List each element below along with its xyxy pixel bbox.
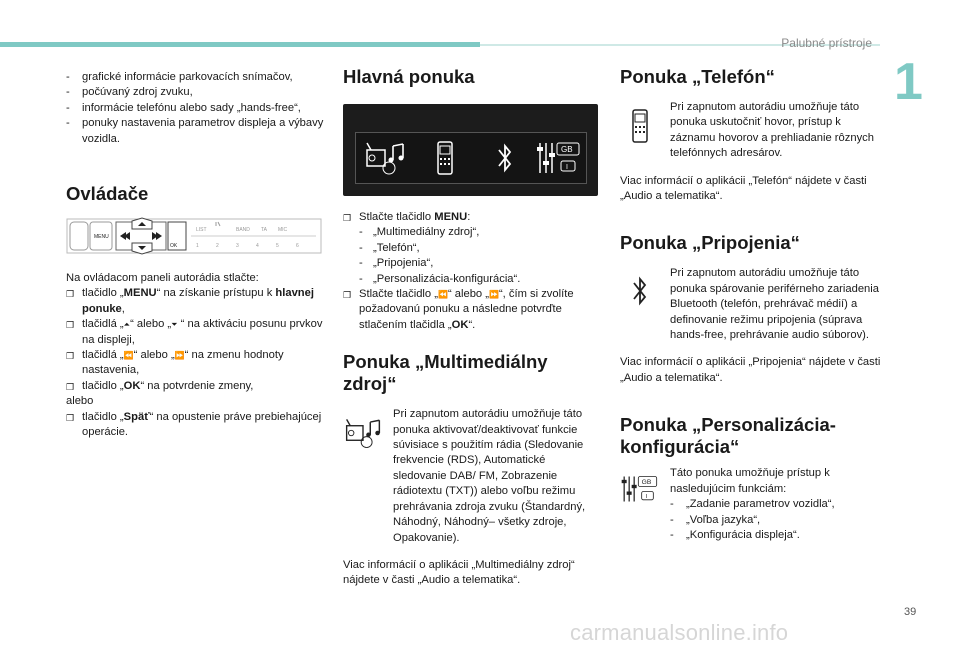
panel-label-ta: TA [261, 227, 268, 234]
main-menu-screen-illustration [343, 104, 598, 196]
menu-icon-strip [355, 132, 587, 184]
column-1 [66, 70, 326, 441]
intro-list [66, 70, 326, 147]
arrow-up-icon: ⏶ [123, 320, 131, 330]
list-item: - ponuky nastavenia parametrov displeja a výbavy vozidla. [66, 116, 326, 147]
connections-description: Pri zapnutom autorádiu umožňuje táto ponuka spárovanie periférneho zariadenia Bluetooth (telefón, prehrávač médií) a definovanie režimu pripojenia (súprava hands-free, prehrávanie audio súborov). [670, 267, 879, 342]
panel-label-2: 2 [216, 243, 219, 250]
arrow-down-icon: ⏷ [171, 320, 178, 330]
panel-label-5: 5 [276, 243, 279, 250]
list-item: - grafické informácie parkovacích snímačov, [66, 70, 326, 85]
multimedia-description: Pri zapnutom autorádiu umožňuje táto ponuka aktivovať/deaktivovať funkcie súvisiace s použitím rádia (Sledovanie frekvencie (RDS), Automatické sledovanie DAB/ FM, Zobrazenie rádiotextu (TXT)) alebo voľbu režimu prehrávania zdroja zvuku (Štandardný, Náhodný, Náhodný– všetky zdroje, Opakovanie). [393, 408, 586, 544]
text: “ alebo „ [133, 349, 175, 362]
main-menu-items [343, 225, 601, 287]
main-menu-heading: Hlavná ponuka [343, 66, 475, 87]
settings-sliders-icon [620, 466, 660, 543]
text: tlačidlo „ [82, 379, 124, 392]
bullet-up-down [66, 317, 326, 348]
multimedia-icon [360, 139, 410, 177]
panel-label-1: 1 [196, 243, 199, 250]
bullet-back [66, 410, 326, 441]
text: : [467, 211, 471, 223]
text: , [121, 302, 125, 315]
connections-more-info: Viac informácií o aplikácii „Pripojenia“ nájdete v časti „Audio a telematika“. [620, 356, 881, 384]
fast-forward-icon: ⏩ [174, 351, 185, 361]
bullet-menu [66, 286, 326, 317]
list-item: - počúvaný zdroj zvuku, [66, 85, 326, 100]
column-2 [343, 66, 601, 589]
section-title: Palubné prístroje [781, 36, 872, 50]
controls-heading: Ovládače [66, 183, 149, 205]
list-item: - „Multimediálny zdroj“, [343, 225, 601, 240]
list-item: - „Zadanie parametrov vozidla“, [670, 497, 882, 512]
multimedia-heading: Ponuka „Multimediálny zdroj“ [343, 351, 548, 395]
panel-label-mic: MIC [278, 227, 288, 234]
personalisation-lead: Táto ponuka umožňuje prístup k nasledujúcim funkciám: [670, 467, 830, 495]
panel-label-menu: MENU [94, 234, 109, 241]
list-item: - „Konfigurácia displeja“. [670, 528, 882, 543]
list-item: - „Personalizácia-konfigurácia“. [343, 272, 601, 287]
bluetooth-icon [480, 139, 530, 177]
text: “ na aktiváciu posunu prvkov na displeji, [82, 318, 323, 346]
panel-label-6: 6 [296, 243, 299, 250]
list-item: - „Voľba jazyka“, [670, 513, 882, 528]
text: “ na získanie prístupu k [156, 287, 276, 300]
phone-icon [420, 139, 470, 177]
multimedia-block [343, 407, 601, 546]
telephone-more-info: Viac informácií o aplikácii „Telefón“ nájdete v časti „Audio a telematika“. [620, 174, 867, 203]
panel-label-list: LIST [196, 227, 207, 234]
ok-key: OK [451, 318, 469, 331]
panel-label-3: 3 [236, 243, 239, 250]
rewind-icon: ⏪ [437, 290, 448, 300]
ok-key: OK [123, 379, 141, 392]
text: “. [468, 318, 476, 331]
personalisation-block [620, 466, 882, 543]
telephone-description: Pri zapnutom autorádiu umožňuje táto ponuka uskutočniť hovor, prístup k záznamu hovorov a prehliadanie rôznych telefónnych adresárov. [670, 101, 874, 160]
page-number: 39 [904, 606, 917, 618]
or-text: alebo [66, 395, 94, 408]
text: “ alebo „ [130, 318, 172, 331]
connections-heading: Ponuka „Pripojenia“ [620, 232, 800, 254]
panel-label-ok: OK [170, 243, 178, 250]
menu-info-label: I [566, 164, 568, 171]
info-label: I [645, 494, 648, 501]
fast-forward-icon: ⏩ [488, 290, 499, 300]
main-menu-term: hlavnej ponuke [82, 287, 314, 315]
control-panel-drawing [66, 217, 322, 255]
text: tlačidlá „ [82, 349, 124, 362]
list-item: - informácie telefónu alebo sady „hands-free“, [66, 101, 326, 116]
text: “ alebo „ [447, 288, 489, 301]
menu-key: MENU [434, 211, 468, 223]
text: Stlačte tlačidlo [359, 211, 435, 223]
bluetooth-icon [620, 266, 660, 343]
column-3 [620, 66, 882, 543]
step-press-menu [343, 210, 601, 225]
chapter-number: 1 [894, 53, 923, 111]
bullet-left-right [66, 348, 326, 379]
text: “ na zmenu hodnoty nastavenia, [82, 349, 284, 377]
text: “ na potvrdenie zmeny, [140, 379, 254, 392]
settings-sliders-icon [534, 139, 584, 177]
phone-icon [620, 100, 660, 162]
menu-language-label: GB [561, 145, 573, 154]
text: “ na opustenie práve prebiehajúcej operácie. [82, 410, 322, 439]
text: Stlačte tlačidlo „ [359, 288, 438, 301]
text: tlačidlo „ [82, 410, 124, 423]
multimedia-icon [343, 407, 383, 546]
watermark: carmanualsonline.info [570, 620, 789, 645]
menu-key: MENU [123, 287, 157, 300]
telephone-heading: Ponuka „Telefón“ [620, 66, 775, 87]
personalisation-heading: Ponuka „Personalizácia-konfigurácia“ [620, 414, 836, 458]
list-item: - „Telefón“, [343, 241, 601, 256]
bullet-ok [66, 379, 326, 394]
telephone-block [620, 100, 882, 162]
language-label: GB [641, 479, 652, 487]
connections-block [620, 266, 882, 343]
list-item: - „Pripojenia“, [343, 256, 601, 271]
personalisation-content [670, 466, 882, 543]
header-accent-bar [0, 42, 480, 47]
text: “, čím si zvolíte požadovanú ponuku a následne potvrďte stlačením tlačidla „ [359, 288, 574, 331]
step-select-confirm [343, 287, 601, 333]
text: tlačidlá „ [82, 318, 124, 331]
rewind-icon: ⏪ [123, 351, 134, 361]
controls-lead: Na ovládacom paneli autorádia stlačte: [66, 272, 259, 285]
panel-label-4: 4 [256, 243, 259, 250]
back-key: Späť [123, 410, 150, 423]
text: tlačidlo „ [82, 287, 124, 300]
control-panel-illustration [66, 217, 322, 255]
personalisation-items [670, 497, 882, 543]
panel-label-band: BAND [236, 227, 250, 234]
multimedia-more-info: Viac informácií o aplikácii „Multimediálny zdroj“ nájdete v časti „Audio a telematika“. [343, 558, 575, 587]
